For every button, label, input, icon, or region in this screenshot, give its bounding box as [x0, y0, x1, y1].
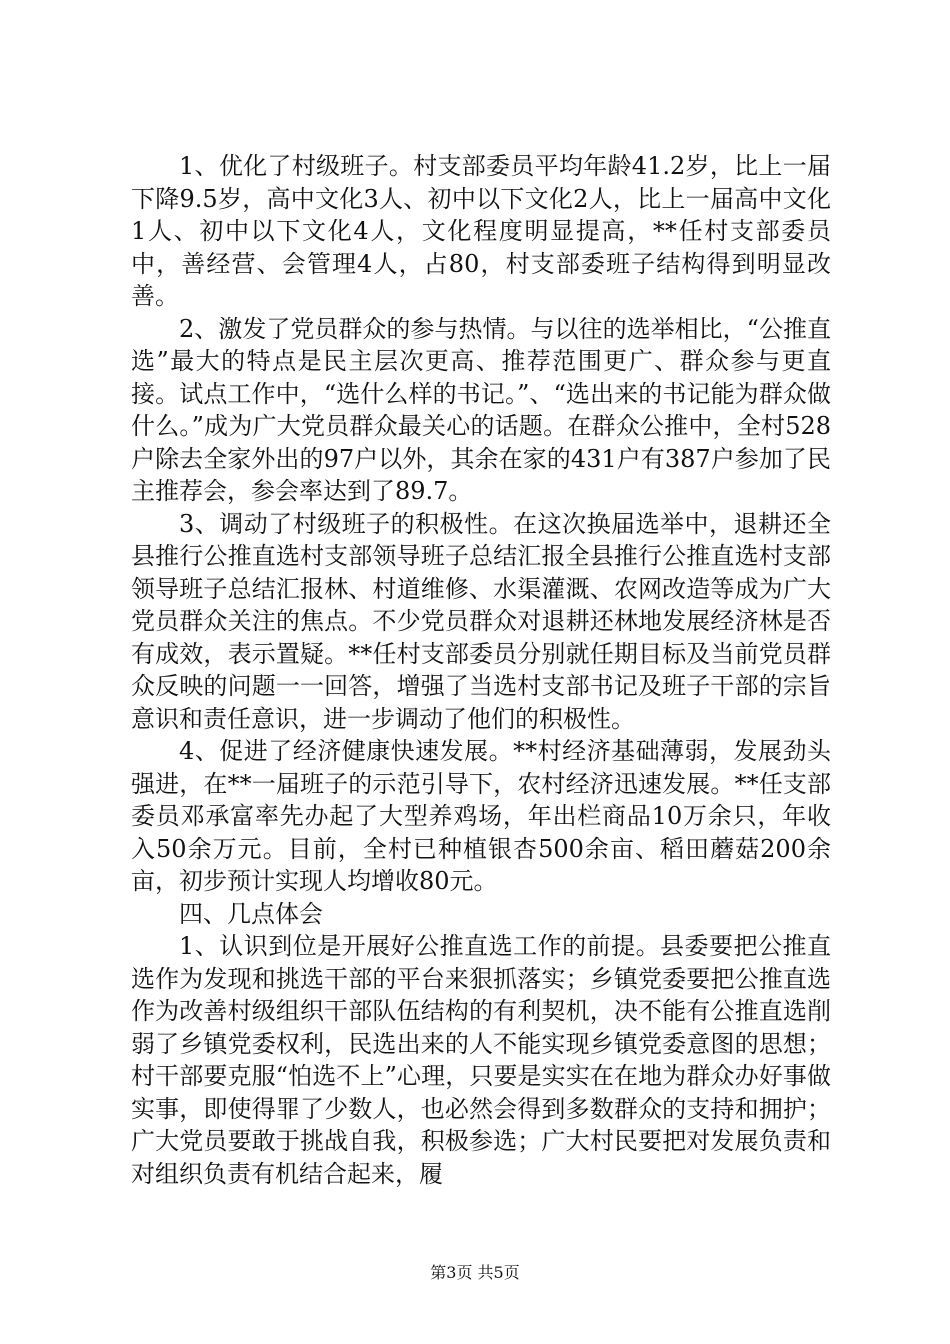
paragraph-2-inspire-participation: 2、激发了党员群众的参与热情。与以往的选举相比，“公推直选”最大的特点是民主层次更高、推荐范围更广、群众参与更直接。试点工作中，“选什么样的书记。”、“选出来的书记能为群众做什么。”成为广大党员群众最关心的话题。在群众公推中，全村528户除去全家外出的97户以外，其余在家的431户有387户参加了民主推荐会，参会率达到了89.7。 — [131, 314, 831, 505]
paragraph-5-awareness: 1、认识到位是开展好公推直选工作的前提。县委要把公推直选作为发现和挑选干部的平台来狠抓落实；乡镇党委要把公推直选作为改善村级组织干部队伍结构的有利契机，决不能有公推直选削弱了乡镇党委权利，民选出来的人不能实现乡镇党委意图的思想；村干部要克服“怕选不上”心理，只要是实实在在地为群众办好事做实事，即使得罪了少数人，也必然会得到多数群众的支持和拥护；广大党员要敢于挑战自我，积极参选；广大村民要把对发展负责和对组织负责有机结合起来，履 — [131, 932, 831, 1188]
section-heading-experiences: 四、几点体会 — [179, 899, 323, 928]
page-footer — [0, 1262, 950, 1284]
document-body — [131, 150, 831, 1190]
paragraph-4-economic-development: 4、促进了经济健康快速发展。**村经济基础薄弱，发展劲头强进，在**一届班子的示范引导下，农村经济迅速发展。**任支部委员邓承富率先办起了大型养鸡场，年出栏商品10万余只，年收入50余万元。目前，全村已种植银杏500余亩、稻田蘑菇200余亩，初步预计实现人均增收80元。 — [131, 737, 831, 895]
paragraph-3-mobilize-enthusiasm: 3、调动了村级班子的积极性。在这次换届选举中，退耕还全县推行公推直选村支部领导班子总结汇报全县推行公推直选村支部领导班子总结汇报林、村道维修、水渠灌溉、农网改造等成为广大党员群众关注的焦点。不少党员群众对退耕还林地发展经济林是否有成效，表示置疑。**任村支部委员分别就任期目标及当前党员群众反映的问题一一回答，增强了当选村支部书记及班子干部的宗旨意识和责任意识，进一步调动了他们的积极性。 — [131, 509, 831, 733]
page-number-label: 第3页 共5页 — [430, 1263, 520, 1282]
paragraph-1-optimize-village-team: 1、优化了村级班子。村支部委员平均年龄41.2岁，比上一届下降9.5岁，高中文化3人、初中以下文化2人，比上一届高中文化1人、初中以下文化4人，文化程度明显提高，**任村支部委员中，善经营、会管理4人，占80，村支部委班子结构得到明显改善。 — [131, 152, 831, 310]
